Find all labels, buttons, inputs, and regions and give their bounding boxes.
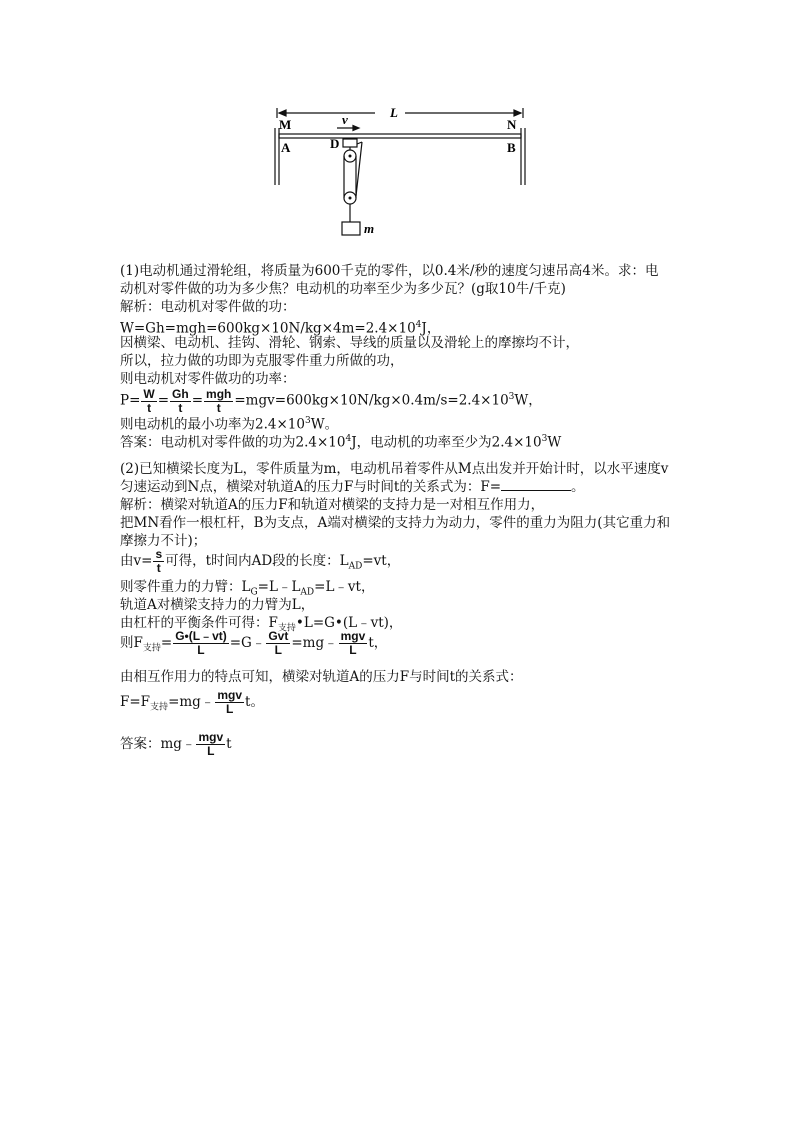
label-N: N — [507, 117, 517, 132]
label-m: m — [364, 221, 375, 236]
q1-min-power: 则电动机的最小功率为$2.4\times 10^3W$。 — [120, 416, 339, 433]
label-D: D — [330, 136, 340, 151]
q1-line5: 因横梁、电动机、挂钩、滑轮、钢索、导线的质量以及滑轮上的摩擦均不计， — [120, 335, 579, 351]
q2-velocity: 由v= $\frac{s}{t}$ 可得，t时间内AD段的长度：$L_{AD}=vt$， — [120, 547, 401, 575]
q1-analysis: 解析：电动机对零件做的功： — [120, 299, 296, 315]
answer-blank — [501, 478, 571, 491]
label-v: v — [342, 112, 348, 127]
dim-arrow-left — [279, 110, 286, 116]
q2-line5: 摩擦力不计)； — [120, 533, 207, 549]
beam-MN — [279, 134, 521, 138]
fraction: $\frac{G•(L﹣vt)}{L}$ — [175, 629, 227, 657]
q2-line1: (2)已知横梁长度为L，零件质量为m，电动机吊着零件从M点出发并开始计时，以水平速度v — [120, 461, 669, 477]
q2-analysis: 解析：横梁对轨道A的压力F和轨道对横梁的支持力是一对相互作用力， — [120, 497, 545, 513]
fraction: $\frac{\text{Gvt}}{L}$ — [268, 629, 289, 657]
fraction: $\frac{\text{mgv}}{L}$ — [217, 688, 243, 716]
q1-power-formula: P= $\frac{W}{t}$ = $\frac{Gh}{t}$ = $\frac{\text{mgh}}{t}$ $=mgv=600kg\times 10N/kg\times 0.4m/s=2.4\times 10^3W$， — [120, 386, 542, 415]
q1-line2: 动机对零件做的功为多少焦？电动机的功率至少为多少瓦？(g取10牛/千克) — [120, 281, 566, 297]
q1-line6: 所以，拉力做的功即为克服零件重力所做的功， — [120, 353, 404, 369]
fraction: $\frac{\text{mgv}}{L}$ — [198, 730, 224, 758]
q2-balance: 由杠杆的平衡条件可得：$F_{支持}•L=G•(L﹣vt)$， — [120, 615, 403, 634]
q1-answer: 答案：电动机对零件做的功为$2.4\times 10^4J$，电动机的功率至少为$2.4\times 10^3W$ — [120, 434, 562, 451]
label-L: L — [390, 105, 398, 120]
q2-answer: 答案：mg﹣ $\frac{\text{mgv}}{L}$ t — [120, 730, 232, 758]
q2-line2: 匀速运动到N点，横梁对轨道A的压力F与时间t的关系式为：F= 。 — [120, 479, 585, 495]
q2-support-force: 则$F_{支持}=$ $\frac{G•(L﹣vt)}{L}$ =G﹣ $\frac{\text{Gvt}}{L}$ =mg﹣ $\frac{\text{mgv}}{L}$ t， — [120, 629, 388, 657]
fraction: $\frac{\text{mgh}}{t}$ — [206, 386, 232, 415]
q2-lever-arm: 则零件重力的力臂：$L_G=L﹣L_{AD}=L﹣vt$， — [120, 579, 375, 598]
q1-line1: (1)电动机通过滑轮组，将质量为600千克的零件，以0.4米/秒的速度匀速吊高4米。求：电 — [120, 263, 659, 279]
motor-D — [343, 139, 357, 147]
fraction: $\frac{s}{t}$ — [155, 547, 163, 575]
q1-line7: 则电动机对零件做功的功率： — [120, 371, 296, 387]
fraction: $\frac{\text{mgv}}{L}$ — [340, 629, 366, 657]
q1-work-formula: $W=Gh=mgh=600kg\times 10N/kg\times 4m=2.4\times 10^4J$， — [120, 320, 441, 337]
load-m — [342, 222, 360, 235]
fraction: $\frac{W}{t}$ — [143, 386, 155, 415]
label-M: M — [279, 117, 292, 132]
q2-final-formula: $F=F_{支持}=mg﹣$ $\frac{\text{mgv}}{L}$ t。 — [120, 688, 264, 716]
label-A: A — [281, 140, 291, 155]
q2-line11: 由相互作用力的特点可知，横梁对轨道A的压力F与时间t的关系式： — [120, 669, 523, 685]
beam-pulley-diagram — [265, 100, 535, 240]
fraction: $\frac{Gh}{t}$ — [172, 386, 189, 415]
label-B: B — [507, 140, 516, 155]
q2-line4: 把MN看作一根杠杆，B为支点，A端对横梁的支持力为动力，零件的重力为阻力(其它重力和 — [120, 515, 671, 531]
q2-line8: 轨道A对横梁支持力的力臂为L， — [120, 597, 315, 613]
dim-arrow-right — [514, 110, 521, 116]
